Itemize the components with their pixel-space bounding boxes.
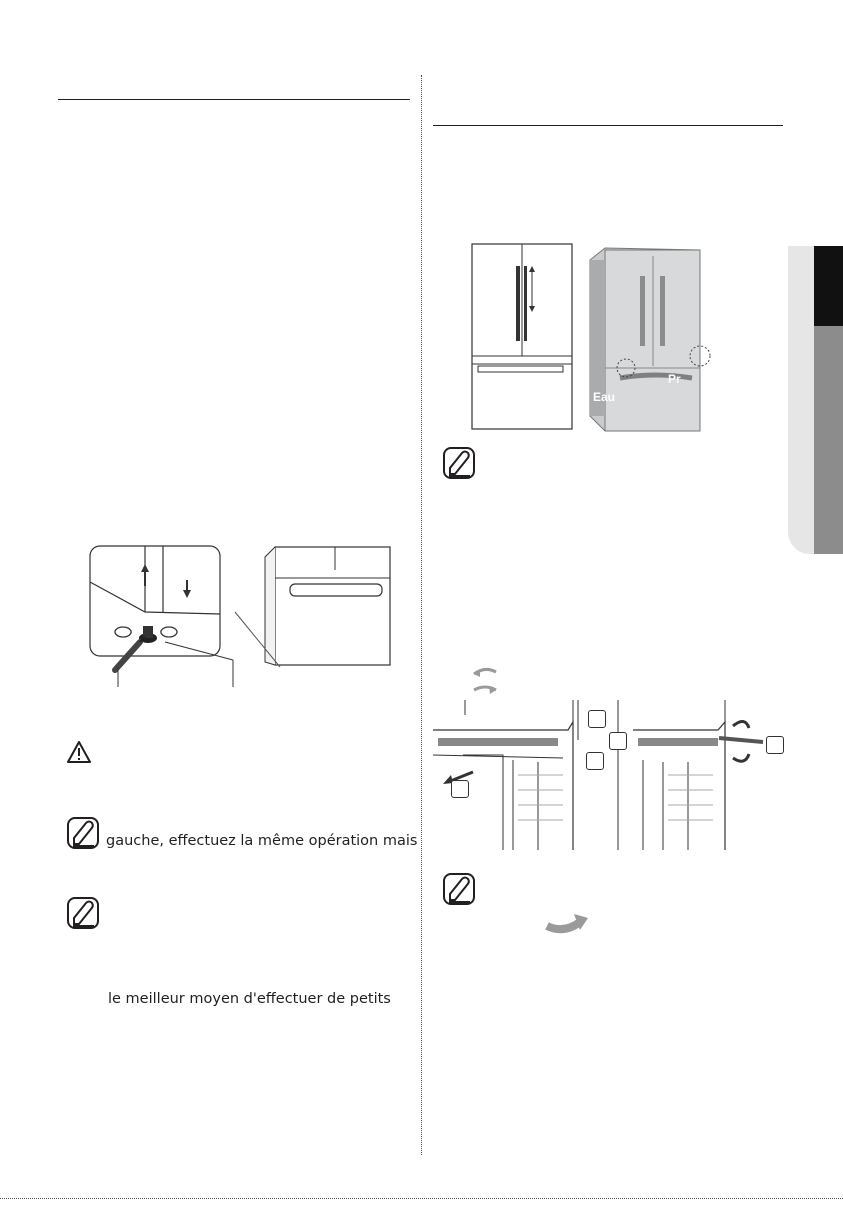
note-icon <box>66 816 100 850</box>
fridge-door-alignment-figure <box>460 236 725 436</box>
callout-box <box>609 732 627 750</box>
note-text-1: gauche, effectuez la même opération mais <box>106 833 418 849</box>
chapter-tab-active <box>814 246 843 326</box>
callout-box <box>588 710 606 728</box>
curved-arrow-icon <box>544 910 590 936</box>
callout-box <box>586 752 604 770</box>
leveling-foot-figure <box>85 542 395 692</box>
chapter-tab-inactive <box>814 326 843 554</box>
left-section-rule <box>58 99 410 100</box>
callout-box <box>766 736 784 754</box>
note-icon <box>442 446 476 480</box>
note-icon <box>66 896 100 930</box>
note-text-2: le meilleur moyen d'effectuer de petits <box>108 991 391 1007</box>
note-icon <box>442 872 476 906</box>
figure-label-right: Pr <box>668 372 681 386</box>
figure-label-left: Eau <box>593 390 616 404</box>
warning-icon <box>66 740 92 764</box>
rotate-arrow-icon <box>470 664 500 700</box>
door-hinge-figure <box>433 700 788 850</box>
callout-box <box>451 780 469 798</box>
chapter-side-tab <box>788 246 843 554</box>
right-section-rule <box>433 125 783 126</box>
page-bottom-border <box>0 1198 843 1199</box>
column-divider <box>421 75 422 1155</box>
